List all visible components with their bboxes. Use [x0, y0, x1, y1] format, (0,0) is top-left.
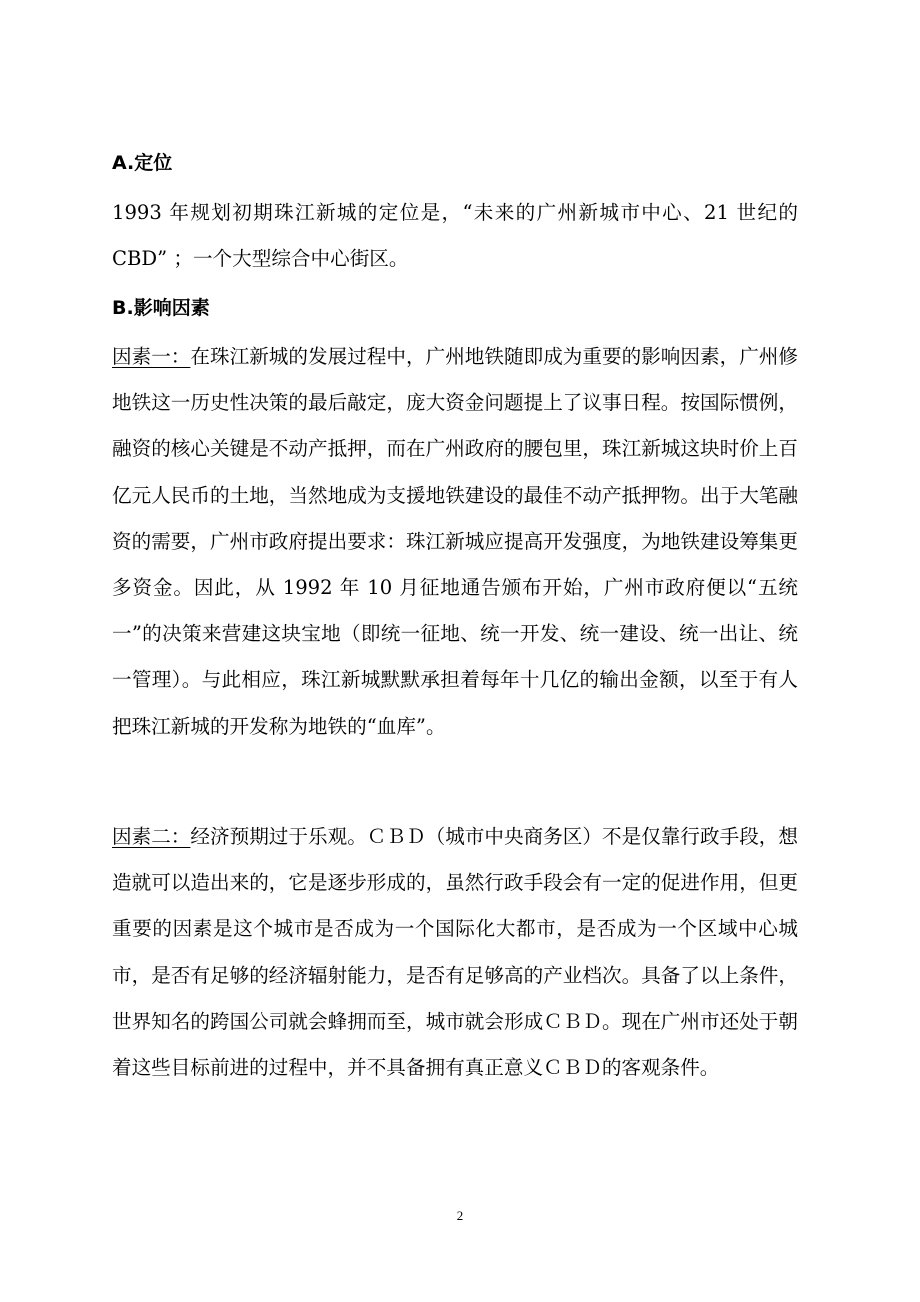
section-a-paragraph: 1993 年规划初期珠江新城的定位是，“未来的广州新城市中心、21 世纪的 CBD” ；一个大型综合中心街区。 [112, 201, 798, 271]
section-a-heading: A.定位 [112, 152, 173, 174]
section-b-heading: B.影响因素 [112, 297, 210, 319]
factor-two-text: 经济预期过于乐观。ＣＢＤ（城市中央商务区）不是仅靠行政手段，想造就可以造出来的，它是逐步形成的，虽然行政手段会有一定的促进作用，但更重要的因素是这个城市是否成为一个国际化大都市，是否成为一个区域中心城市，是否有足够的经济辐射能力，是否有足够高的产业档次。具备了以上条件，世界知名的跨国公司就会蜂拥而至，城市就会形成ＣＢＤ。现在广州市还处于朝着这些目标前进的过程中，并不具备拥有真正意义ＣＢＤ的客观条件。 [112, 825, 799, 1080]
factor-two-paragraph [112, 814, 798, 1091]
factor-one-text: 在珠江新城的发展过程中，广州地铁随即成为重要的影响因素，广州修地铁这一历史性决策的最后敲定，庞大资金问题提上了议事日程。按国际惯例，融资的核心关键是不动产抵押，而在广州政府的腰包里，珠江新城这块时价上百亿元人民币的土地，当然地成为支援地铁建设的最佳不动产抵押物。出于大笔融资的需要，广州市政府提出要求：珠江新城应提高开发强度，为地铁建设筹集更多资金。因此，从 1992 年 10 月征地通告颁布开始，广州市政府便以“五统一”的决策来营建这块宝地（即统一征地、统一开发、统一建设、统一出让、统一管理）。与此相应，珠江新城默默承担着每年十几亿的输出金额，以至于有人把珠江新城的开发称为地铁的“血库”。 [112, 345, 799, 738]
page-number: 2 [456, 1208, 464, 1223]
factor-one-label: 因素一： [112, 345, 191, 368]
factor-one-paragraph [112, 334, 798, 750]
factor-two-label: 因素二： [112, 825, 191, 848]
